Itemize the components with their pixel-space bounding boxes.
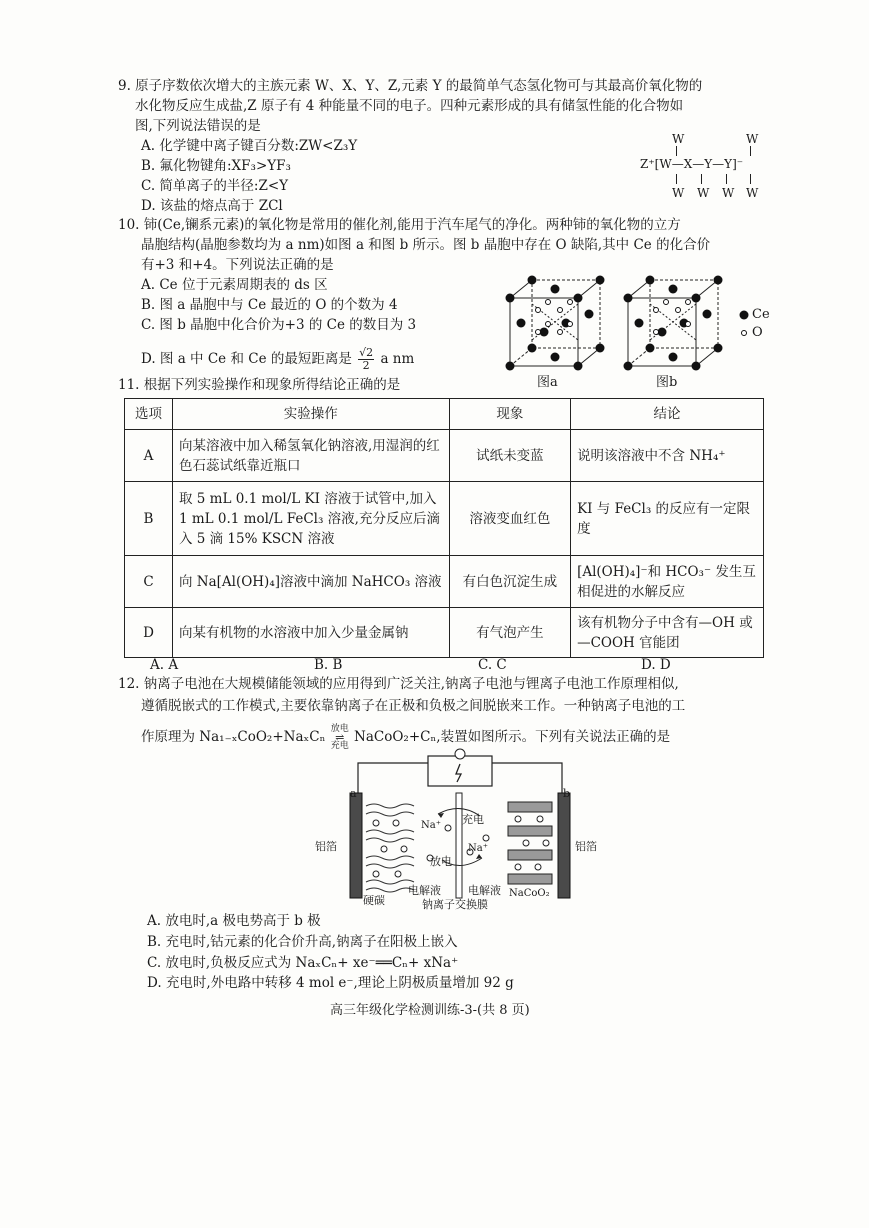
- cell-option: C: [125, 556, 173, 608]
- q12-equation-suffix: NaCoO₂+Cₙ,装置如图所示。下列有关说法正确的是: [354, 729, 671, 745]
- cell-operation: 向某有机物的水溶液中加入少量金属钠: [172, 608, 449, 658]
- struct-bond-v3: [676, 174, 677, 184]
- struct-bond-v4: [701, 174, 702, 184]
- q10-option-c: C. 图 b 晶胞中化合价为+3 的 Ce 的数目为 3: [141, 317, 417, 333]
- q12-arrow-top-label: 放电: [330, 724, 349, 734]
- label-right-foil: 铝箔: [575, 840, 597, 853]
- q9-option-c: C. 简单离子的半径:Z<Y: [141, 178, 289, 194]
- q9-stem-line-1: 9. 原子序数依次增大的主族元素 W、X、Y、Z,元素 Y 的最简单气态氢化物可与其最高价氧化物的: [118, 78, 703, 94]
- th-phenomenon: 现象: [449, 399, 570, 430]
- q9-stem-line-2: 水化物反应生成盐,Z 原子有 4 种能量不同的电子。四种元素形成的具有储氢性能的化合物如: [135, 98, 684, 114]
- q12-stem-line-3: [141, 724, 670, 751]
- q12-option-c: C. 放电时,负极反应式为 NaₓCₙ+ xe⁻══Cₙ+ xNa⁺: [147, 955, 459, 971]
- q10-stem-line-1: 10. 铈(Ce,镧系元素)的氧化物是常用的催化剂,能用于汽车尾气的净化。两种铈的氧化物的立方: [118, 217, 681, 233]
- struct-bond-v6: [750, 174, 751, 184]
- q9-option-a: A. 化学键中离子键百分数:ZW<Z₃Y: [141, 138, 358, 154]
- cell-conclusion: 说明该溶液中不含 NH₄⁺: [571, 430, 764, 482]
- q11-stem: 11. 根据下列实验操作和现象所得结论正确的是: [118, 377, 401, 393]
- cell-option: A: [125, 430, 173, 482]
- q9-structure-figure: [640, 132, 770, 204]
- struct-bond-v2: [750, 146, 751, 156]
- th-option: 选项: [125, 399, 173, 430]
- label-electrolyte-right: 电解液: [468, 884, 501, 897]
- label-membrane: 钠离子交换膜: [422, 898, 488, 911]
- label-electrolyte-left: 电解液: [408, 884, 441, 897]
- load-box: [428, 756, 492, 786]
- table-row: [125, 556, 764, 608]
- q11-choice-d: D. D: [641, 657, 671, 673]
- q12-equation-arrows: [331, 724, 349, 751]
- cathode-foil: [558, 793, 570, 898]
- q10-fraction-numerator: √2: [359, 346, 374, 359]
- q10-stem-line-2: 晶胞结构(晶胞参数均为 a nm)如图 a 和图 b 所示。图 b 晶胞中存在 O 缺陷,其中 Ce 的化合价: [141, 237, 711, 253]
- cell-operation: 向某溶液中加入稀氢氧化钠溶液,用湿润的红色石蕊试纸靠近瓶口: [172, 430, 449, 482]
- circuit-left-wire: [358, 763, 428, 793]
- q10-option-a: A. Ce 位于元素周期表的 ds 区: [141, 277, 328, 293]
- q10-fraction-denominator: 2: [362, 359, 370, 372]
- cell-conclusion: [Al(OH)₄]⁻和 HCO₃⁻ 发生互相促进的水解反应: [571, 556, 764, 608]
- cell-phenomenon: 溶液变血红色: [449, 482, 570, 556]
- label-na-right: Na⁺: [468, 843, 488, 854]
- q11-choice-c: C. C: [478, 657, 507, 673]
- table-header-row: [125, 399, 764, 430]
- q12-equation-prefix: 作原理为 Na₁₋ₓCoO₂+NaₓCₙ: [141, 729, 326, 745]
- struct-top-w1: W: [672, 132, 685, 146]
- legend-ce-label: Ce: [752, 307, 770, 322]
- struct-bottom-w1: W: [672, 186, 685, 200]
- cell-phenomenon: 试纸未变蓝: [449, 430, 570, 482]
- page-footer: 高三年级化学检测训练-3-(共 8 页): [330, 1003, 530, 1018]
- q12-option-d: D. 充电时,外电路中转移 4 mol e⁻,理论上阴极质量增加 92 g: [147, 975, 514, 991]
- q10-option-d-suffix: a nm: [380, 351, 415, 367]
- table-row: [125, 430, 764, 482]
- struct-bottom-w3: W: [722, 186, 735, 200]
- fig-b-caption: 图b: [656, 375, 678, 390]
- label-hard-carbon: 硬碳: [363, 894, 385, 907]
- q10-option-d: [141, 347, 414, 372]
- label-na-left: Na⁺: [421, 820, 441, 831]
- q12-option-b: B. 充电时,钴元素的化合价升高,钠离子在阳极上嵌入: [147, 934, 458, 950]
- lightning-icon: [456, 764, 461, 782]
- q11-choice-b: B. B: [314, 657, 343, 673]
- circuit-right-wire: [492, 763, 562, 793]
- cell-conclusion: 该有机物分子中含有—OH 或—COOH 官能团: [571, 608, 764, 658]
- struct-bond-v1: [676, 146, 677, 156]
- q12-arrow-bottom-label: 充电: [330, 741, 349, 751]
- q11-table: [124, 398, 764, 658]
- q10-option-d-prefix: D. 图 a 中 Ce 和 Ce 的最短距离是: [141, 351, 352, 367]
- cell-operation: 取 5 mL 0.1 mol/L KI 溶液于试管中,加入 1 mL 0.1 mol/L FeCl₃ 溶液,充分反应后滴入 5 滴 15% KSCN 溶液: [172, 482, 449, 556]
- struct-bottom-w2: W: [697, 186, 710, 200]
- cell-phenomenon: 有气泡产生: [449, 608, 570, 658]
- table-row: [125, 608, 764, 658]
- label-naco2: NaCoO₂: [509, 888, 550, 899]
- anode-foil: [350, 793, 362, 898]
- legend-o-marker: [742, 331, 747, 336]
- q9-option-b: B. 氟化物键角:XF₃>YF₃: [141, 158, 291, 174]
- label-left-foil: 铝箔: [315, 840, 337, 853]
- struct-bottom-w4: W: [746, 186, 759, 200]
- legend-o-label: O: [752, 325, 763, 340]
- label-discharge: 放电: [430, 855, 452, 868]
- q11-choice-a: A. A: [150, 657, 179, 673]
- th-conclusion: 结论: [571, 399, 764, 430]
- q9-stem-line-3: 图,下列说法错误的是: [135, 118, 261, 134]
- label-b: b: [563, 787, 571, 800]
- q10-option-b: B. 图 a 晶胞中与 Ce 最近的 O 的个数为 4: [141, 297, 398, 313]
- q10-stem-line-3: 有+3 和+4。下列说法正确的是: [141, 257, 334, 273]
- bulb-icon: [455, 749, 465, 759]
- cell-conclusion: KI 与 FeCl₃ 的反应有一定限度: [571, 482, 764, 556]
- q10-fraction: [358, 347, 374, 372]
- cell-option: D: [125, 608, 173, 658]
- fig-a-caption: 图a: [537, 375, 558, 390]
- table-row: [125, 482, 764, 556]
- na-ions-right: [515, 816, 549, 870]
- cell-phenomenon: 有白色沉淀生成: [449, 556, 570, 608]
- struct-main-chain: Z⁺[W—X—Y—Y]⁻: [640, 157, 744, 171]
- cell-option: B: [125, 482, 173, 556]
- q12-battery-figure: [310, 748, 610, 908]
- q12-option-a: A. 放电时,a 极电势高于 b 极: [147, 913, 321, 929]
- label-a: a: [350, 787, 357, 800]
- q9-option-d: D. 该盐的熔点高于 ZCl: [141, 198, 283, 214]
- struct-top-w2: W: [746, 132, 759, 146]
- q12-equilibrium-arrow-icon: ⇌: [335, 731, 345, 744]
- q12-stem-line-1: 12. 钠离子电池在大规模储能领域的应用得到广泛关注,钠离子电池与锂离子电池工作原理相似,: [118, 676, 679, 692]
- q12-stem-line-2: 遵循脱嵌式的工作模式,主要依靠钠离子在正极和负极之间脱嵌来工作。一种钠离子电池的工: [141, 698, 686, 714]
- struct-bond-v5: [726, 174, 727, 184]
- cell-operation: 向 Na[Al(OH)₄]溶液中滴加 NaHCO₃ 溶液: [172, 556, 449, 608]
- label-charge: 充电: [462, 813, 484, 826]
- legend-ce-marker: [740, 311, 749, 320]
- th-operation: 实验操作: [172, 399, 449, 430]
